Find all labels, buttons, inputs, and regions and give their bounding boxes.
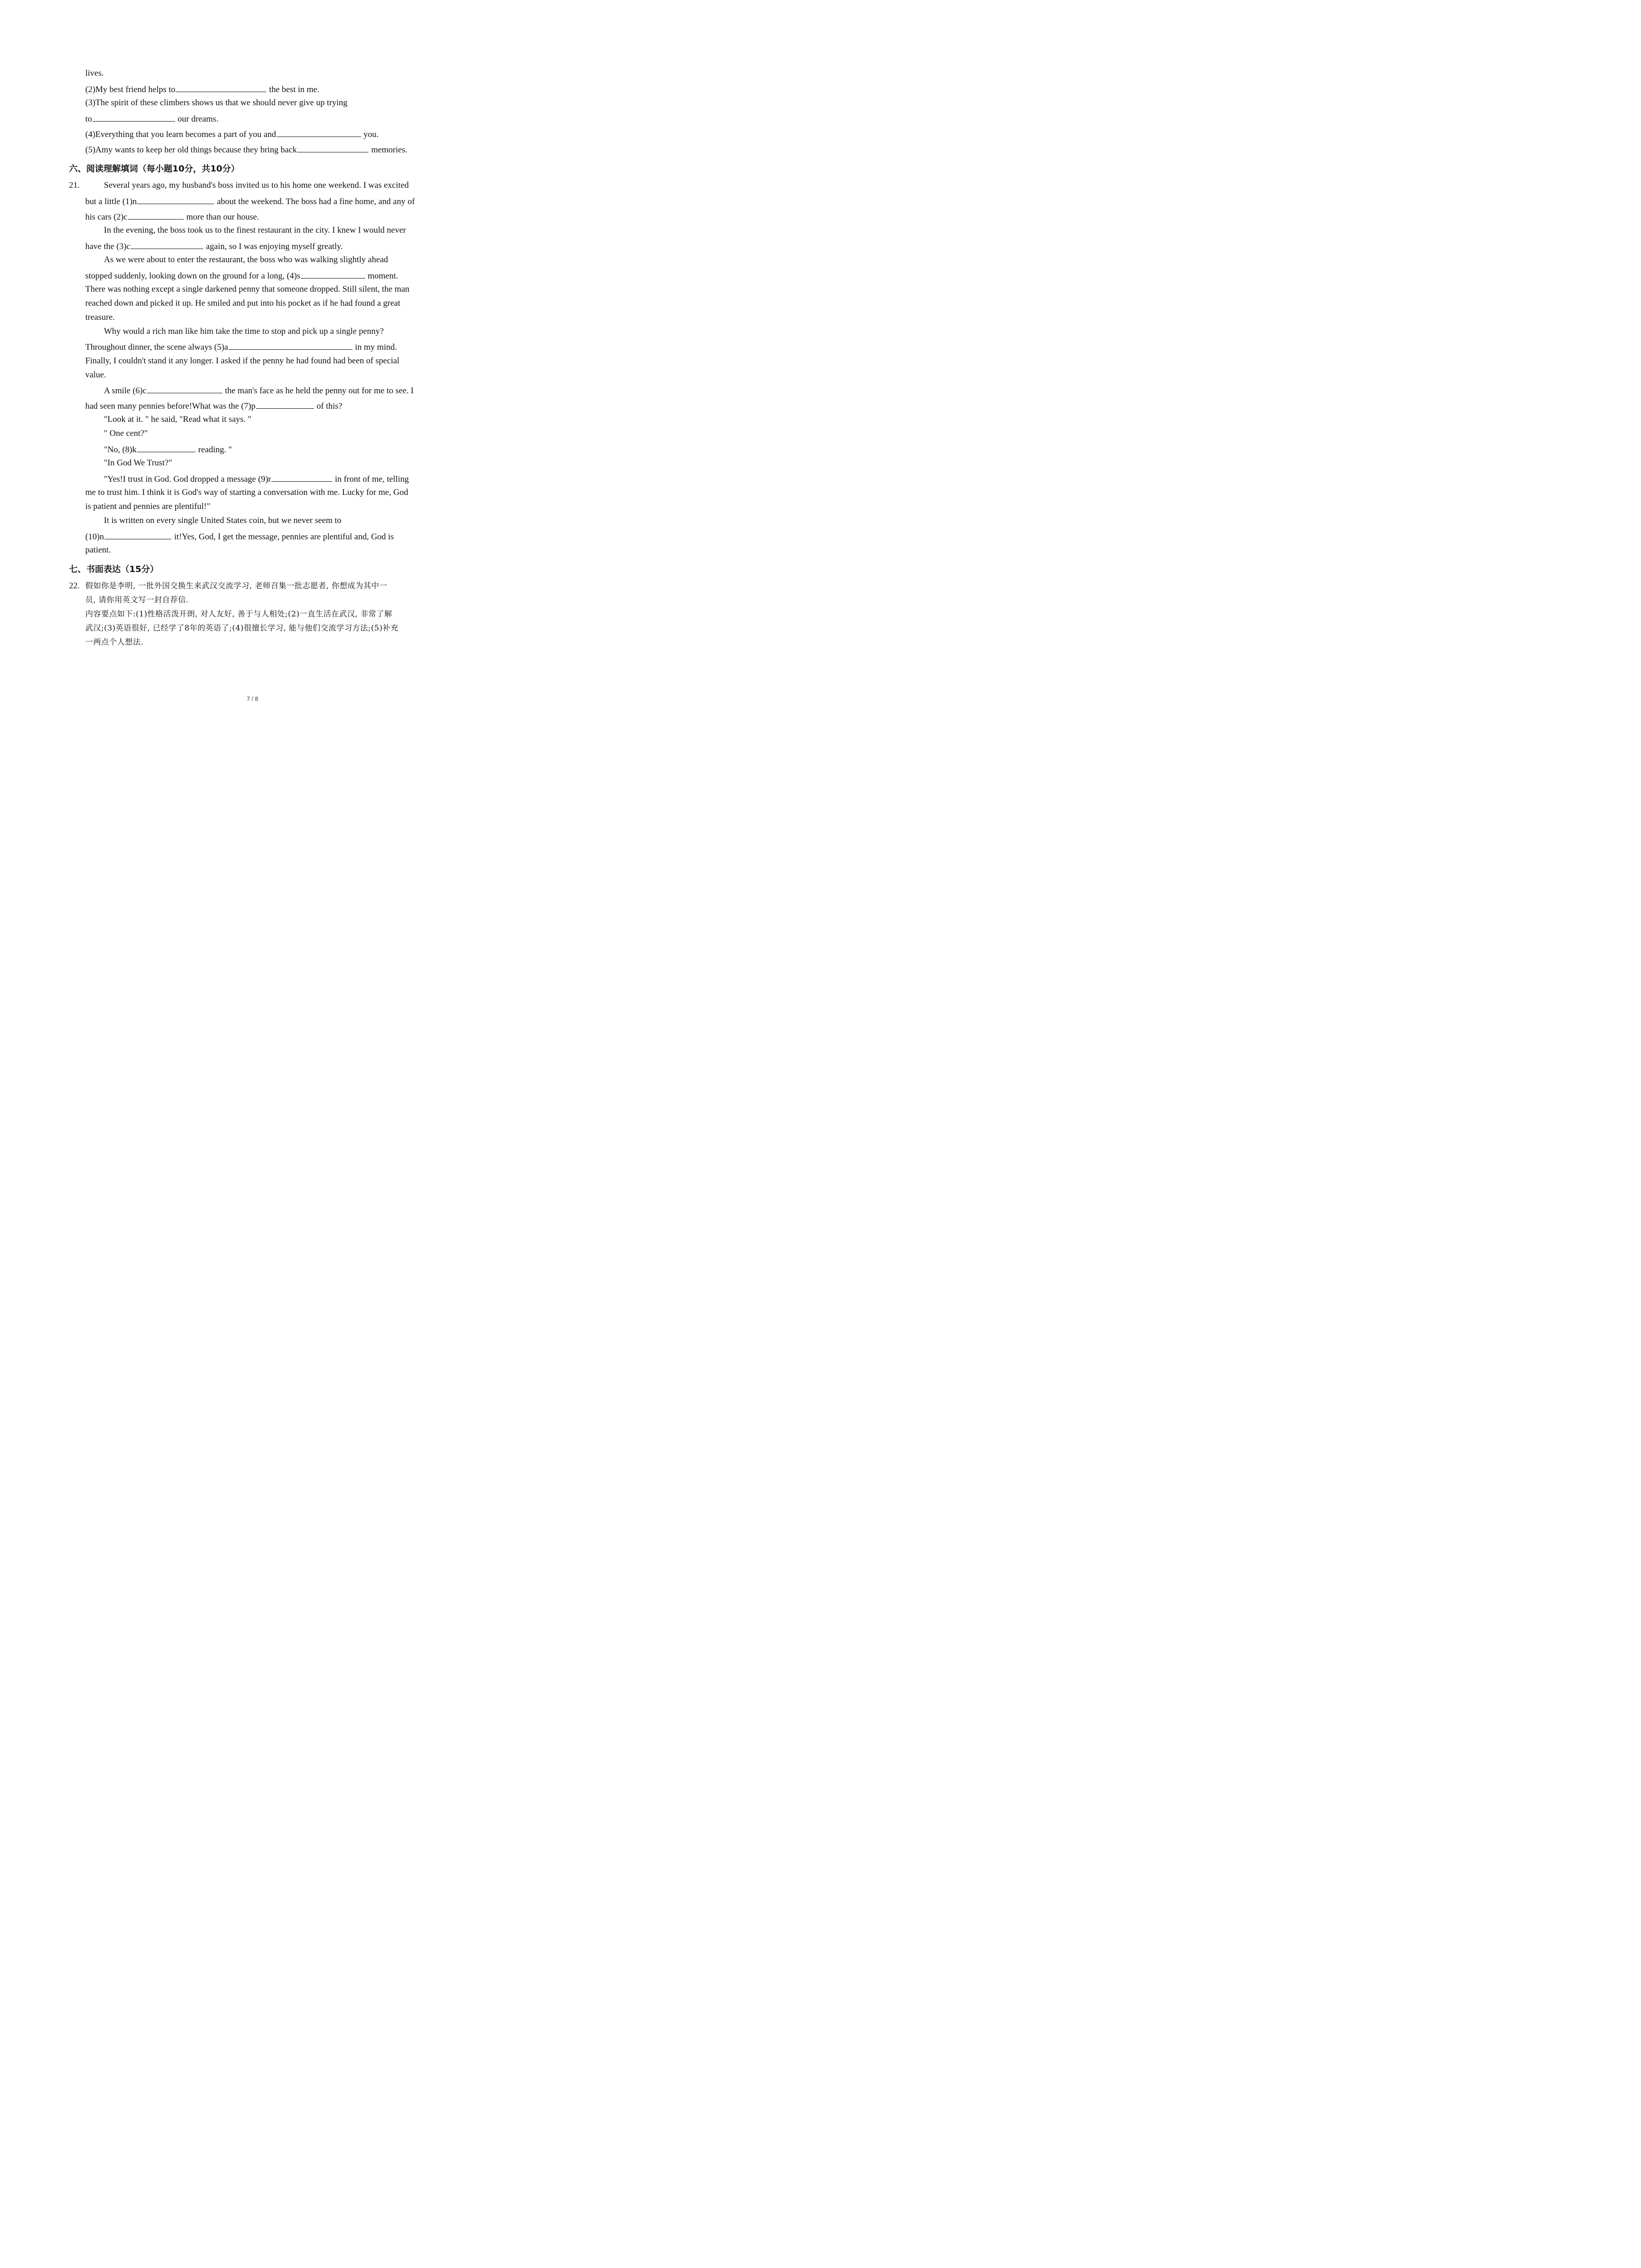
passage-line: treasure. [85, 313, 115, 322]
answer-blank-10[interactable] [104, 531, 171, 539]
answer-blank-9[interactable] [271, 473, 332, 482]
sentence-3: (3)The spirit of these climbers shows us that we should never give up trying [85, 98, 348, 108]
answer-blank-1[interactable] [137, 196, 214, 204]
passage-line: had seen many pennies before!What was the (7)p of this? [85, 400, 342, 412]
sentence-3-cont: to our dreams. [85, 113, 218, 125]
section-heading: 六、阅读理解填词（每小题10分，共10分） [69, 164, 240, 174]
answer-blank-8[interactable] [137, 444, 196, 452]
answer-blank-5[interactable] [229, 341, 353, 350]
text-line: lives. [85, 68, 104, 78]
passage-line: Several years ago, my husband's boss invited us to his home one weekend. I was excited [104, 181, 409, 190]
prompt-line: 假如你是李明, 一批外国交换生来武汉交流学习, 老师召集一批志愿者, 你想成为其中一 [85, 582, 387, 591]
document-page [0, 0, 505, 714]
passage-line: stopped suddenly, looking down on the ground for a long, (4)s moment. [85, 270, 398, 282]
passage-line: have the (3)c again, so I was enjoying myself greatly. [85, 240, 343, 252]
passage-line: There was nothing except a single darkened penny that someone dropped. Still silent, the man [85, 284, 410, 294]
dialogue-line: me to trust him. I think it is God's way of starting a conversation with me. Lucky for me, God [85, 488, 408, 497]
dialogue-line: "In God We Trust?" [104, 458, 172, 468]
section-heading: 七、书面表达（15分） [69, 564, 159, 574]
passage-line: Why would a rich man like him take the time to stop and pick up a single penny? [104, 327, 384, 336]
answer-blank-4[interactable] [301, 270, 365, 279]
passage-line: but a little (1)n about the weekend. The boss had a fine home, and any of [85, 196, 415, 207]
prompt-line: 武汉;(3)英语很好, 已经学了8年的英语了;(4)很擅长学习, 能与他们交流学习方法;(5)补充 [85, 624, 399, 633]
passage-line: reached down and picked it up. He smiled and put into his pocket as if he had found a great [85, 298, 401, 308]
dialogue-line: is patient and pennies are plentiful!" [85, 502, 211, 511]
dialogue-line: "Yes!I trust in God. God dropped a message (9)r in front of me, telling [104, 473, 409, 485]
passage-line: his cars (2)c more than our house. [85, 211, 259, 223]
answer-blank[interactable] [176, 83, 266, 92]
passage-line: Throughout dinner, the scene always (5)a in my mind. [85, 341, 397, 353]
passage-line: As we were about to enter the restaurant, the boss who was walking slightly ahead [104, 255, 388, 264]
passage-line: Finally, I couldn't stand it any longer. I asked if the penny he had found had been of special [85, 356, 400, 366]
prompt-line: 内容要点如下:(1)性格活泼开朗, 对人友好, 善于与人相处;(2)一直生活在武汉, 非常了解 [85, 610, 392, 619]
prompt-line: 一两点个人想法. [85, 638, 144, 647]
dialogue-line: " One cent?" [104, 429, 148, 438]
answer-blank[interactable] [93, 113, 175, 122]
passage-line: In the evening, the boss took us to the finest restaurant in the city. I knew I would never [104, 225, 406, 235]
sentence-2: (2)My best friend helps to the best in me. [85, 83, 319, 95]
question-number: 21. [69, 181, 80, 190]
answer-blank-3[interactable] [131, 240, 203, 249]
passage-line: value. [85, 370, 106, 380]
question-number: 22. [69, 581, 80, 591]
passage-line: (10)n it!Yes, God, I get the message, pennies are plentiful and, God is [85, 531, 394, 543]
answer-blank[interactable] [277, 128, 361, 137]
dialogue-line: "Look at it. " he said, "Read what it says. " [104, 415, 251, 424]
sentence-4: (4)Everything that you learn becomes a part of you and you. [85, 128, 379, 140]
passage-line: A smile (6)c the man's face as he held the penny out for me to see. I [104, 385, 414, 396]
answer-blank-6[interactable] [147, 385, 222, 393]
dialogue-line: "No, (8)k reading. " [104, 444, 232, 455]
passage-line: It is written on every single United States coin, but we never seem to [104, 516, 342, 525]
passage-line: patient. [85, 545, 111, 555]
prompt-line: 员, 请你用英文写一封自荐信. [85, 596, 189, 605]
answer-blank-2[interactable] [128, 211, 184, 220]
answer-blank[interactable] [297, 144, 368, 152]
page-number: 7 / 8 [246, 695, 259, 702]
answer-blank-7[interactable] [256, 400, 314, 409]
sentence-5: (5)Amy wants to keep her old things because they bring back memories. [85, 144, 407, 156]
